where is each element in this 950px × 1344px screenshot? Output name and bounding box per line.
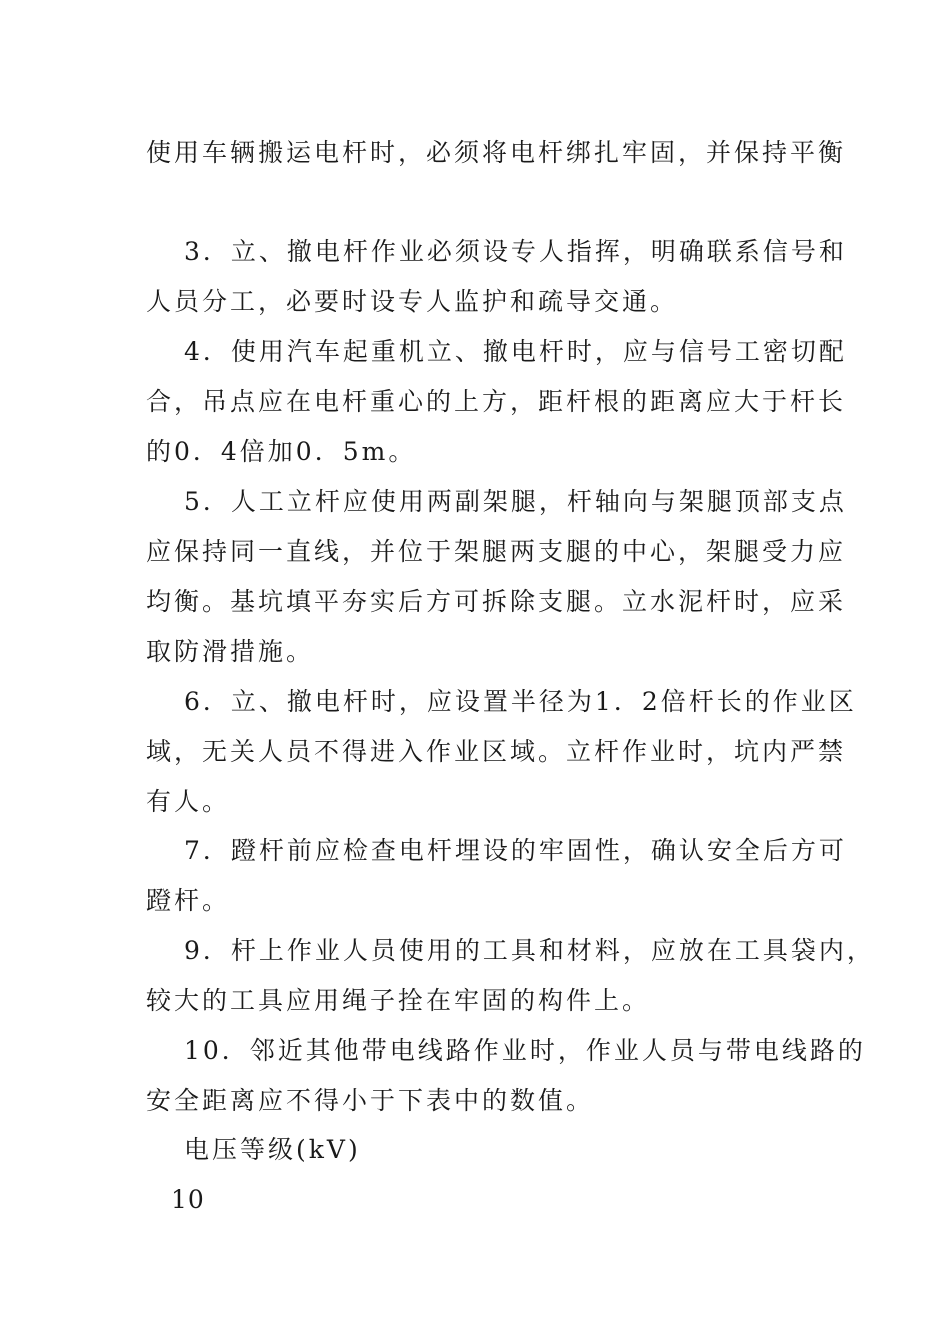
table-header-voltage-level: 电压等级(kV) <box>184 1135 361 1164</box>
paragraph-line: 域，无关人员不得进入作业区域。立杆作业时，坑内严禁 <box>146 737 847 766</box>
paragraph-line: 蹬杆。 <box>146 886 231 915</box>
paragraph-line: 9．杆上作业人员使用的工具和材料，应放在工具袋内， <box>184 936 875 965</box>
paragraph-line: 均衡。基坑填平夯实后方可拆除支腿。立水泥杆时，应采 <box>146 587 847 616</box>
paragraph-line: 10．邻近其他带电线路作业时，作业人员与带电线路的 <box>184 1036 866 1065</box>
paragraph-line: 合，吊点应在电杆重心的上方，距杆根的距离应大于杆长 <box>146 387 847 416</box>
paragraph-line: 有人。 <box>146 787 231 816</box>
paragraph-line: 安全距离应不得小于下表中的数值。 <box>146 1086 595 1115</box>
paragraph-line: 7．蹬杆前应检查电杆埋设的牢固性，确认安全后方可 <box>184 836 847 865</box>
paragraph-line: 6．立、撤电杆时，应设置半径为1．2倍杆长的作业区 <box>184 687 857 716</box>
paragraph-line: 取防滑措施。 <box>146 637 315 666</box>
paragraph-line: 较大的工具应用绳子拴在牢固的构件上。 <box>146 986 651 1015</box>
paragraph-line: 5．人工立杆应使用两副架腿，杆轴向与架腿顶部支点 <box>184 487 847 516</box>
paragraph-line: 的0．4倍加0．5m。 <box>146 437 417 466</box>
paragraph-line: 使用车辆搬运电杆时，必须将电杆绑扎牢固，并保持平衡 <box>146 138 847 167</box>
paragraph-line: 3．立、撤电杆作业必须设专人指挥，明确联系信号和 <box>184 237 847 266</box>
table-cell-voltage-value: 10 <box>171 1185 205 1214</box>
paragraph-line: 人员分工，必要时设专人监护和疏导交通。 <box>146 287 679 316</box>
paragraph-line: 应保持同一直线，并位于架腿两支腿的中心，架腿受力应 <box>146 537 847 566</box>
paragraph-line: 4．使用汽车起重机立、撤电杆时，应与信号工密切配 <box>184 337 847 366</box>
